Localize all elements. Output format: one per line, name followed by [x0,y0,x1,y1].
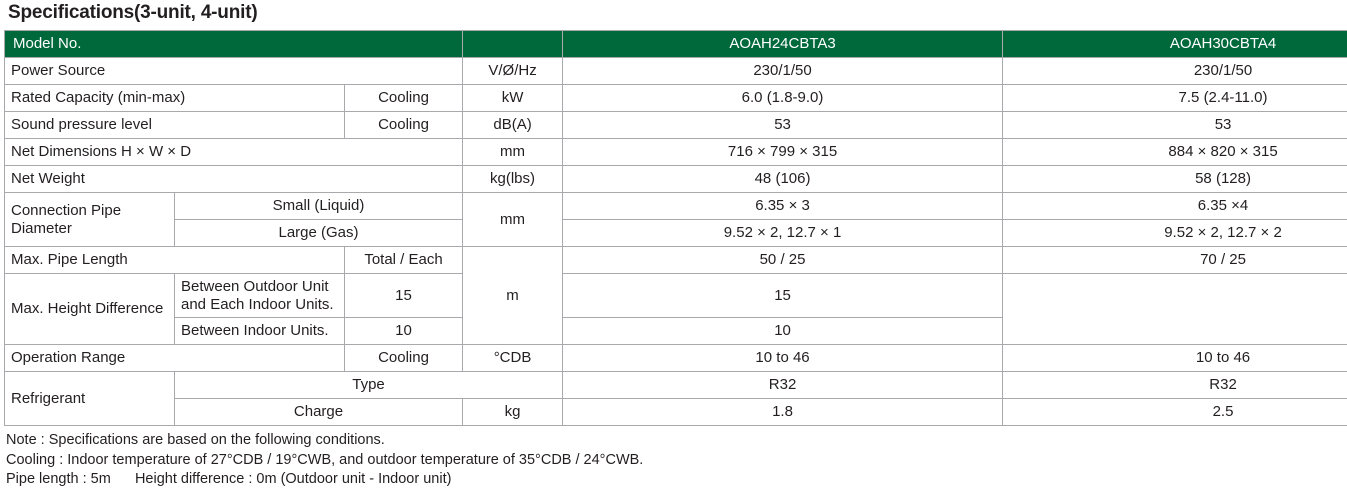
row-unit: V/Ø/Hz [463,58,563,85]
row-label: Sound pressure level [5,112,345,139]
row-value-1: 10 to 46 [563,345,1003,372]
row-unit: kW [463,85,563,112]
row-label: Power Source [5,58,463,85]
table-row [5,193,1347,220]
table-row [5,85,1347,112]
header-model-2: AOAH30CBTA4 [1003,31,1347,58]
row-unit: kg [463,399,563,426]
row-unit: mm [463,139,563,166]
table-row [5,220,1347,247]
row-value-1: 15 [345,274,463,318]
page-title: Specifications(3-unit, 4-unit) [0,0,1347,30]
row-sublabel: Large (Gas) [175,220,463,247]
row-sublabel: Between Indoor Units. [175,318,345,345]
row-sublabel: Charge [175,399,463,426]
row-value-1: 48 (106) [563,166,1003,193]
row-value-2: 884 × 820 × 315 [1003,139,1347,166]
row-unit: dB(A) [463,112,563,139]
table-row [5,345,1347,372]
table-row [5,139,1347,166]
row-unit: mm [463,193,563,247]
row-label: Net Weight [5,166,463,193]
row-value-1: 53 [563,112,1003,139]
row-label: Max. Height Difference [5,274,175,345]
row-value-1: 230/1/50 [563,58,1003,85]
row-label: Max. Pipe Length [5,247,345,274]
row-label: Rated Capacity (min-max) [5,85,345,112]
row-unit: kg(lbs) [463,166,563,193]
row-value-2: 2.5 [1003,399,1347,426]
row-sublabel: Small (Liquid) [175,193,463,220]
notes-block [0,431,1347,490]
row-sublabel: Total / Each [345,247,463,274]
row-label: Refrigerant [5,372,175,426]
note-line-1: Note : Specifications are based on the following conditions. [6,431,1347,451]
row-value-2: 10 to 46 [1003,345,1347,372]
row-unit: °CDB [463,345,563,372]
table-row [5,166,1347,193]
row-value-1: 50 / 25 [563,247,1003,274]
row-value-2: 15 [563,274,1003,318]
table-row [5,247,1347,274]
row-value-1: 716 × 799 × 315 [563,139,1003,166]
row-value-2: 53 [1003,112,1347,139]
row-value-2: R32 [1003,372,1347,399]
row-value-1: 6.35 × 3 [563,193,1003,220]
row-sublabel: Cooling [345,112,463,139]
row-value-2: 70 / 25 [1003,247,1347,274]
row-sublabel: Type [175,372,563,399]
table-row [5,112,1347,139]
table-row [5,318,1347,345]
row-label: Net Dimensions H × W × D [5,139,463,166]
row-value-2: 230/1/50 [1003,58,1347,85]
row-sublabel: Between Outdoor Unit and Each Indoor Units. [175,274,345,318]
row-value-2: 9.52 × 2, 12.7 × 2 [1003,220,1347,247]
header-unit-blank [463,31,563,58]
row-value-2: 6.35 ×4 [1003,193,1347,220]
row-sublabel: Cooling [345,85,463,112]
row-value-2: 10 [563,318,1003,345]
row-label: Connection Pipe Diameter [5,193,175,247]
note-line-2: Cooling : Indoor temperature of 27°CDB / 19°CWB, and outdoor temperature of 35°CDB / 24°CWB. [6,451,1347,471]
row-sublabel: Cooling [345,345,463,372]
header-model-label: Model No. [5,31,463,58]
row-unit: m [463,247,563,345]
row-value-1: 9.52 × 2, 12.7 × 1 [563,220,1003,247]
table-row [5,58,1347,85]
row-value-1: R32 [563,372,1003,399]
row-value-1: 1.8 [563,399,1003,426]
specifications-table [4,30,1347,426]
table-row [5,274,1347,318]
header-model-1: AOAH24CBTA3 [563,31,1003,58]
row-value-2: 58 (128) [1003,166,1347,193]
table-row [5,399,1347,426]
note-line-3: Pipe length : 5m Height difference : 0m (Outdoor unit - Indoor unit) [6,470,1347,490]
row-value-1: 10 [345,318,463,345]
table-header-row [5,31,1347,58]
row-value-2: 7.5 (2.4-11.0) [1003,85,1347,112]
table-row [5,372,1347,399]
row-value-1: 6.0 (1.8-9.0) [563,85,1003,112]
row-label: Operation Range [5,345,345,372]
